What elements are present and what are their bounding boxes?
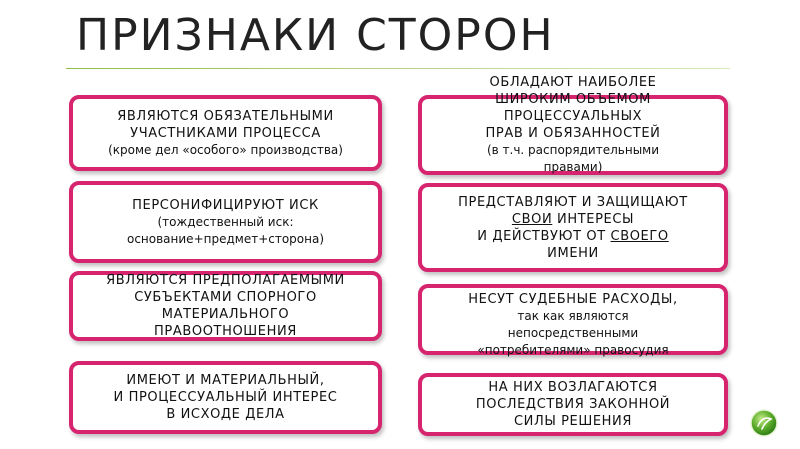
box-note: (кроме дел «особого» производства) — [108, 142, 343, 157]
box-line: И ПРОЦЕССУАЛЬНЫЙ ИНТЕРЕС — [113, 390, 338, 405]
box-line: ПРОЦЕССУАЛЬНЫХ — [503, 109, 643, 124]
box-line: В ИСХОДЕ ДЕЛА — [166, 407, 285, 422]
box-note: так как являются — [517, 308, 629, 323]
underlined-word: СВОЕГО — [610, 228, 669, 244]
feature-box-personify-claim — [69, 181, 382, 263]
box-line: ПЕРСОНИФИЦИРУЮТ ИСК — [132, 197, 319, 213]
box-line-rest: ИНТЕРЕСЫ — [552, 211, 635, 227]
box-line: ПРАВ И ОБЯЗАННОСТЕЙ — [485, 126, 661, 141]
box-note: непосредственными — [507, 325, 639, 340]
box-line: ПРЕДСТАВЛЯЮТ И ЗАЩИЩАЮТ — [458, 194, 688, 210]
feature-box-presumed-subjects — [69, 271, 382, 341]
feature-box-court-costs — [418, 284, 728, 355]
feature-box-interest — [69, 361, 382, 434]
box-line: СУБЪЕКТАМИ СПОРНОГО — [134, 290, 317, 305]
box-line: ПОСЛЕДСТВИЯ ЗАКОННОЙ — [475, 397, 671, 412]
box-line: ИМЕЮТ И МАТЕРИАЛЬНЫЙ, — [126, 373, 325, 388]
box-note: «потребителями» правосудия — [477, 342, 669, 357]
box-line: ИМЕНИ — [547, 245, 599, 261]
feature-box-mandatory-participants — [69, 95, 382, 171]
box-line: МАТЕРИАЛЬНОГО — [161, 307, 290, 322]
feature-box-res-judicata — [418, 373, 728, 436]
title-underline — [66, 68, 730, 69]
box-line: СИЛЫ РЕШЕНИЯ — [513, 414, 633, 429]
box-line: ПРАВООТНОШЕНИЯ — [154, 324, 297, 339]
box-note: (в т.ч. распорядительными — [486, 143, 660, 157]
feature-box-own-interests — [418, 183, 728, 272]
underlined-word: СВОИ — [511, 211, 553, 227]
box-line: ОБЛАДАЮТ НАИБОЛЕЕ — [489, 75, 657, 90]
box-line: УЧАСТНИКАМИ ПРОЦЕССА — [130, 125, 321, 141]
green-orb-logo-icon — [750, 409, 778, 437]
box-line: ЯВЛЯЮТСЯ ОБЯЗАТЕЛЬНЫМИ — [117, 108, 334, 124]
box-note: правами) — [543, 160, 603, 174]
box-line-start: И ДЕЙСТВУЮТ ОТ — [477, 228, 611, 244]
box-line — [458, 228, 688, 245]
box-line: ШИРОКИМ ОБЪЕМОМ — [495, 92, 651, 107]
box-note: основание+предмет+сторона) — [126, 231, 325, 246]
box-line: НА НИХ ВОЗЛАГАЮТСЯ — [488, 380, 658, 395]
feature-box-broad-rights — [418, 75, 728, 175]
slide-title: ПРИЗНАКИ СТОРОН — [76, 10, 555, 61]
box-line — [458, 211, 688, 228]
box-line: ЯВЛЯЮТСЯ ПРЕДПОЛАГАЕМЫМИ — [106, 273, 345, 288]
box-note: (тождественный иск: — [157, 214, 294, 229]
box-line: НЕСУТ СУДЕБНЫЕ РАСХОДЫ, — [468, 291, 678, 307]
